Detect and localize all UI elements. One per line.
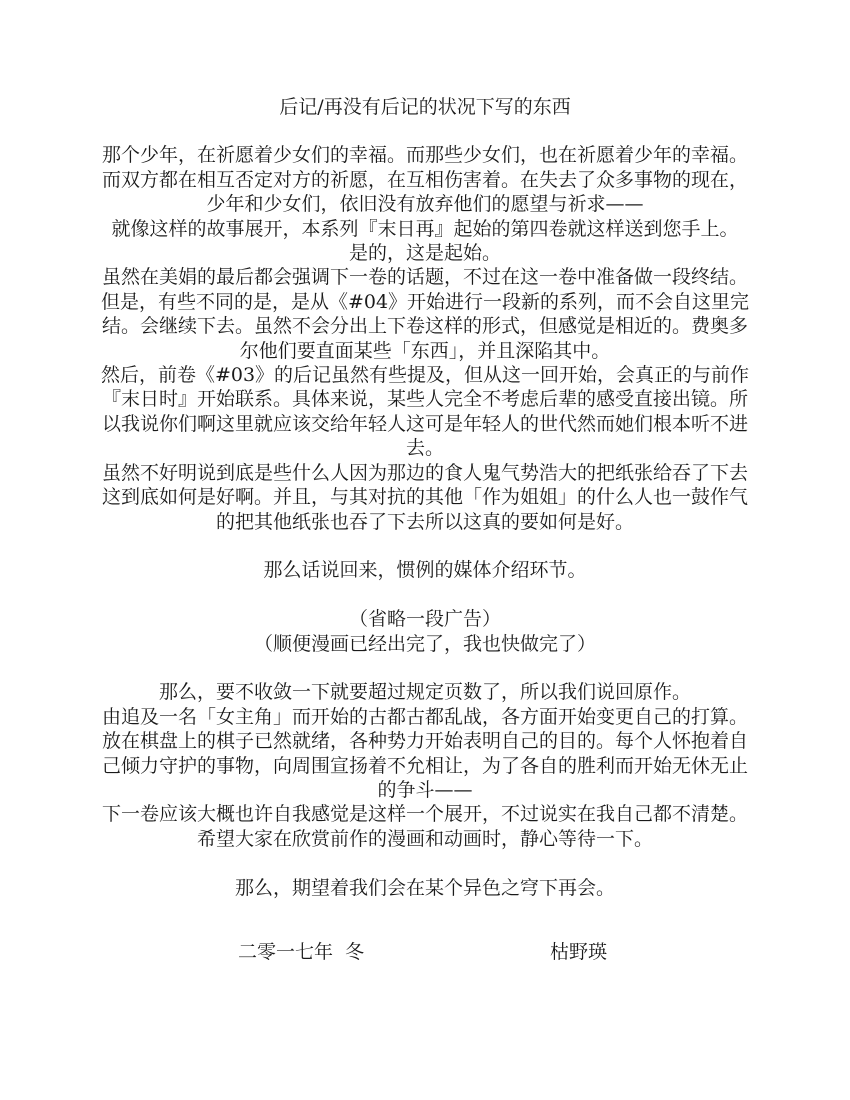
paragraph-13: 那么，期望着我们会在某个异色之穹下再会。 [234,876,615,899]
paragraph-11: 由追及一名「女主角」而开始的古都古都乱战，各方面开始变更自己的打算。放在棋盘上的棋子已然就绪，各种势力开始表明自己的目的。每个人怀抱着自己倾力守护的事物，向周围宣扬着不允相让，为了各自的胜利而开始无休无止的争斗—— [101,705,748,801]
page-title: 后记/再没有后记的状况下写的东西 [279,96,571,118]
paragraph-2: 就像这样的故事展开，本系列『末日再』起始的第四卷就这样送到您手上。 [111,217,739,240]
spacer [100,851,750,875]
paragraph-7: 那么话说回来，惯例的媒体介绍环节。 [263,559,587,582]
signature-author: 枯野瑛 [550,941,608,963]
paragraph-12: 下一卷应该大概也许自我感觉是这样一个展开，不过说实在我自己都不清楚。希望大家在欣赏前作的漫画和动画时，静心等待一下。 [101,803,748,850]
paragraph-6: 虽然不好明说到底是些什么人因为那边的食人鬼气势浩大的把纸张给吞了下去这到底如何是好啊。并且，与其对抗的其他「作为姐姐」的什么人也一鼓作气的把其他纸张也吞了下去所以这真的要如何是好。 [101,461,748,533]
paragraph-3: 是的，这是起始。 [348,242,501,265]
paragraph-10: 那么，要不收敛一下就要超过规定页数了，所以我们说回原作。 [158,681,691,704]
paragraph-4: 虽然在美娟的最后都会强调下一卷的话题，不过在这一卷中准备做一段终结。但是，有些不同的是，是从《#04》开始进行一段新的系列，而不会自这里完结。会继续下去。虽然不会分出上下卷这样的形式，但感觉是相近的。费奥多尔他们要直面某些「东西」，并且深陷其中。 [100,266,750,362]
spacer [100,583,750,607]
paragraph-9: （顺便漫画已经出完了，我也快做完了） [253,632,596,655]
spacer [100,656,750,680]
afterword-page [100,95,750,900]
signature-date: 二零一七年 冬 [238,941,365,963]
paragraph-1: 那个少年，在祈愿着少女们的幸福。而那些少女们，也在祈愿着少年的幸福。而双方都在相互否定对方的祈愿，在互相伤害着。在失去了众多事物的现在，少年和少女们，依旧没有放弃他们的愿望与祈求—— [101,144,748,216]
spacer [100,534,750,558]
paragraph-5: 然后，前卷《#03》的后记虽然有些提及，但从这一回开始，会真正的与前作『末日时』开始联系。具体来说，某些人完全不考虑后辈的感受直接出镜。所以我说你们啊这里就应该交给年轻人这可是年轻人的世代然而她们根本听不进去。 [100,364,750,460]
paragraph-8: （省略一段广告） [348,608,501,631]
